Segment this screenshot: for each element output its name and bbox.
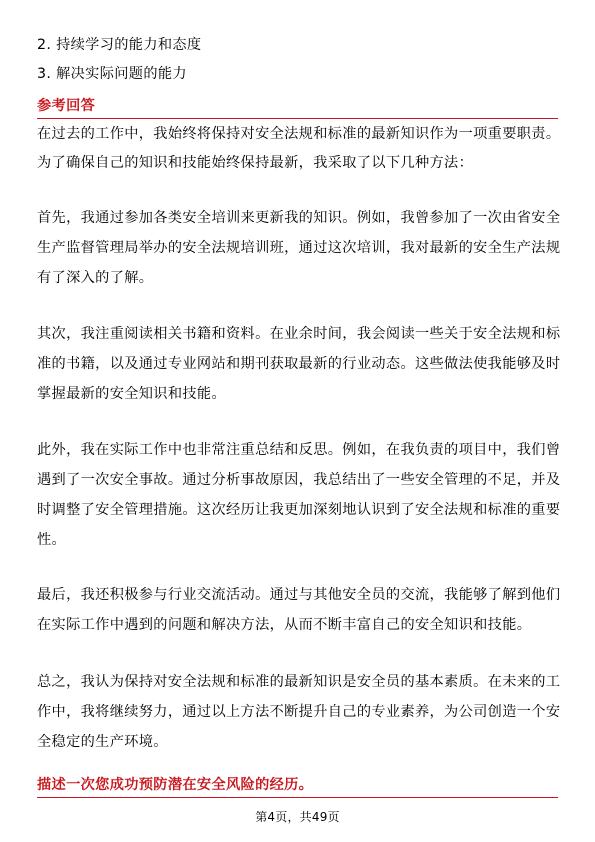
answer-line: 其次，我注重阅读相关书籍和资料。在业余时间，我会阅读一些关于安全法规和标	[37, 326, 561, 342]
heading-divider	[37, 118, 558, 119]
answer-line: 全稳定的生产环境。	[37, 734, 168, 750]
answer-line: 有了深入的了解。	[37, 270, 154, 286]
answer-line: 为了确保自己的知识和技能始终保持最新，我采取了以下几种方法：	[37, 155, 474, 171]
answer-line: 首先，我通过参加各类安全培训来更新我的知识。例如，我曾参加了一次由省安全	[37, 210, 561, 226]
answer-line: 在实际工作中遇到的问题和解决方法，从而不断丰富自己的安全知识和技能。	[37, 617, 532, 633]
answer-line: 作中，我将继续努力，通过以上方法不断提升自己的专业素养，为公司创造一个安	[37, 704, 561, 720]
answer-line: 在过去的工作中，我始终将保持对安全法规和标准的最新知识作为一项重要职责。	[37, 126, 561, 142]
answer-line: 时调整了安全管理措施。这次经历让我更加深刻地认识到了安全法规和标准的重要	[37, 502, 561, 518]
answer-line: 此外，我在实际工作中也非常注重总结和反思。例如，在我负责的项目中，我们曾	[37, 442, 561, 458]
page-number-footer: 第4页，共49页	[255, 810, 340, 824]
answer-line: 总之，我认为保持对安全法规和标准的最新知识是安全员的基本素质。在未来的工	[37, 674, 561, 690]
answer-line: 遇到了一次安全事故。通过分析事故原因，我总结出了一些安全管理的不足，并及	[37, 472, 561, 488]
answer-line: 性。	[37, 532, 67, 548]
reference-answer-heading: 参考回答	[37, 98, 96, 114]
answer-line: 准的书籍，以及通过专业网站和期刊获取最新的行业动态。这些做法使我能够及时	[37, 356, 561, 372]
question-divider	[37, 797, 558, 798]
list-item-continuous-learning: 2. 持续学习的能力和态度	[37, 37, 202, 53]
next-question-heading: 描述一次您成功预防潜在安全风险的经历。	[37, 777, 314, 793]
answer-line: 掌握最新的安全知识和技能。	[37, 386, 226, 402]
answer-line: 生产监督管理局举办的安全法规培训班，通过这次培训，我对最新的安全生产法规	[37, 240, 561, 256]
list-item-problem-solving: 3. 解决实际问题的能力	[37, 66, 187, 82]
answer-line: 最后，我还积极参与行业交流活动。通过与其他安全员的交流，我能够了解到他们	[37, 587, 561, 603]
